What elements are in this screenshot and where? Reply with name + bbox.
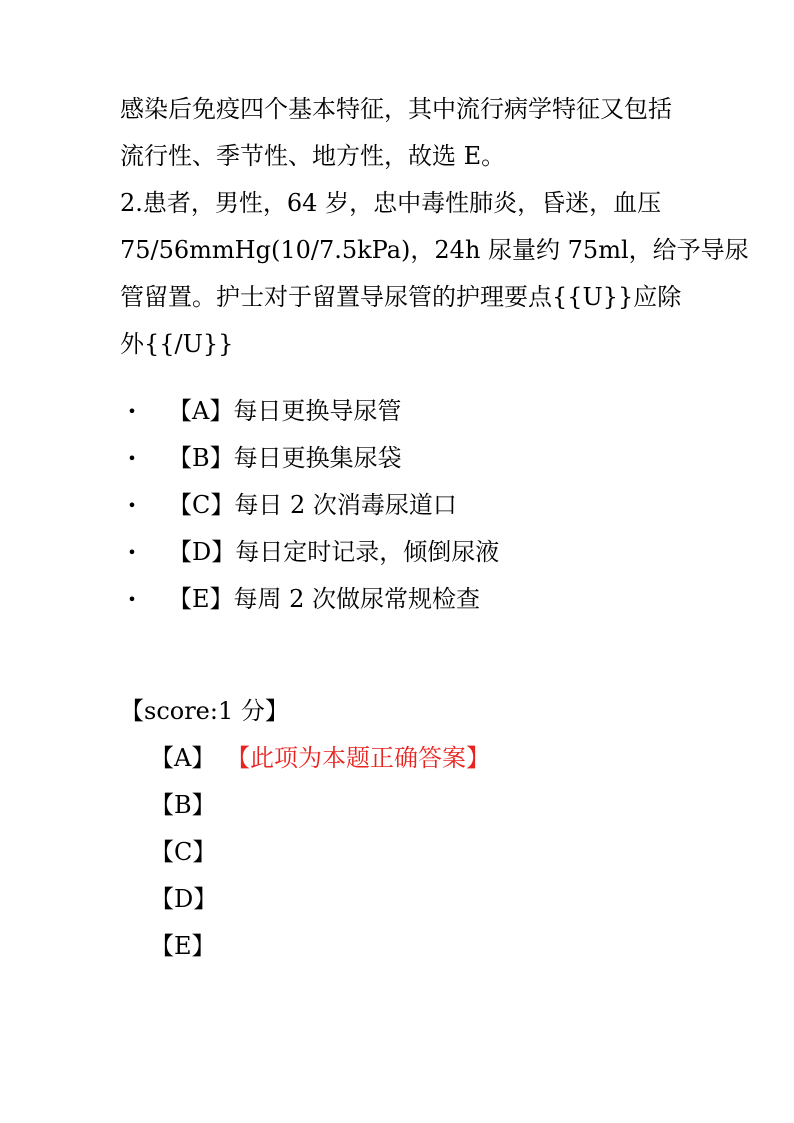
question-line: 75/56mmHg(10/7.5kPa)，24h 尿量约 75ml，给予导尿 [120,236,749,264]
answer-row-e [150,923,490,970]
option-item-c [120,482,499,529]
option-item-a [120,388,499,435]
bullet-icon: • [127,402,137,421]
answer-row-a [150,735,490,782]
answer-label: 【E】 [150,932,216,960]
bullet-icon: • [127,496,137,515]
answer-row-d [150,876,490,923]
question-line: 外{{/U}} [120,330,234,358]
option-text: 【B】每日更换集尿袋 [168,444,402,472]
explanation-line: 感染后免疫四个基本特征，其中流行病学特征又包括 [120,95,672,123]
answer-row-c [150,829,490,876]
answer-label: 【C】 [150,838,217,866]
question-stem [120,180,749,368]
option-text: 【A】每日更换导尿管 [168,397,402,425]
bullet-icon: • [127,543,137,562]
option-text: 【C】每日 2 次消毒尿道口 [168,491,457,519]
answer-label: 【A】 [150,744,216,772]
bullet-icon: • [127,449,137,468]
question-line: 管留置。护士对于留置导尿管的护理要点{{U}}应除 [120,283,682,311]
score-label: 【score:1 分】 [120,697,289,725]
answer-label: 【D】 [150,885,218,913]
answer-row-b [150,782,490,829]
option-item-d [120,529,499,576]
option-text: 【E】每周 2 次做尿常规检查 [168,585,481,613]
option-item-e [120,576,499,623]
correct-answer-note: 【此项为本题正确答案】 [226,744,490,772]
option-text: 【D】每日定时记录，倾倒尿液 [168,538,500,566]
question-line: 2.患者，男性，64 岁，忠中毒性肺炎，昏迷，血压 [120,189,662,217]
option-list [120,388,499,623]
explanation-paragraph [120,86,690,180]
explanation-line: 流行性、季节性、地方性，故选 E。 [120,142,506,170]
answer-key-list [150,735,490,970]
bullet-icon: • [127,590,137,609]
answer-label: 【B】 [150,791,216,819]
option-item-b [120,435,499,482]
